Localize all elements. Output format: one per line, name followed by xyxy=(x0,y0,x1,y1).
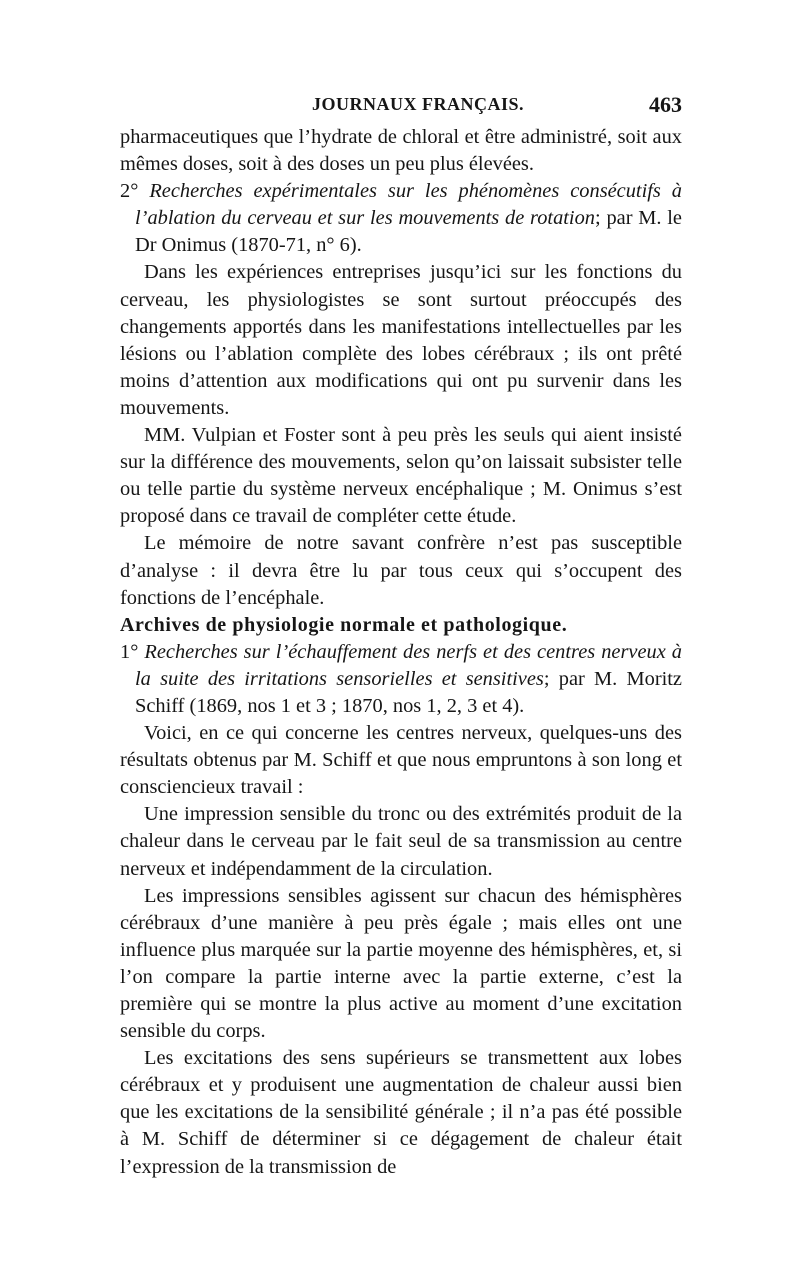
page-header xyxy=(120,92,682,122)
item-citation: ; par M. le Dr Onimus (1870-71, n° 6). xyxy=(135,207,682,257)
paragraph-8: Une impression sensible du tronc ou des extrémités produit de la chaleur dans le cerveau par le fait seul de sa transmission au centre nerveux et indépendamment de la circulation. xyxy=(120,803,682,880)
page-number: 463 xyxy=(649,92,682,117)
page-body xyxy=(120,124,682,1181)
paragraph-6 xyxy=(120,639,682,720)
paragraph-9: Les impressions sensibles agissent sur chacun des hémisphères cérébraux d’une manière à peu près égale ; mais elles ont une influence plus marquée sur la partie moyenne des hémisphères, et, si l’on compare la partie interne avec la partie externe, c’est la première qui se montre la plus active au moment d’une excitation sensible du corps. xyxy=(120,884,682,1043)
item-title: Recherches sur l’échauffement des nerfs et des centres nerveux à la suite des irritations sensorielles et sensitives xyxy=(135,640,682,690)
item-number: 2° xyxy=(120,180,139,203)
paragraph-3: Dans les expériences entreprises jusqu’ici sur les fonctions du cerveau, les physiologistes se sont surtout préoccupés des changements apportés dans les manifestations intellectuelles par les lésions ou l’ablation complète des lobes cérébraux ; ils ont prêté moins d’attention aux modifications qui ont pu survenir dans les mouvements. xyxy=(120,261,682,419)
paragraph-7: Voici, en ce qui concerne les centres nerveux, quelques-uns des résultats obtenus par M. Schiff et que nous empruntons à son long et consciencieux travail : xyxy=(120,722,682,799)
paragraph-1: pharmaceutiques que l’hydrate de chloral et être administré, soit aux mêmes doses, soit à des doses un peu plus élevées. xyxy=(120,126,682,176)
item-title: Recherches expérimentales sur les phénomènes consécutifs à l’ablation du cerveau et sur les mouvements de rotation xyxy=(135,180,683,230)
running-title: JOURNAUX FRANÇAIS. xyxy=(312,94,525,114)
item-number: 1° xyxy=(120,640,139,663)
paragraph-5: Le mémoire de notre savant confrère n’est pas susceptible d’analyse : il devra être lu par tous ceux qui s’occupent des fonctions de l’encéphale. xyxy=(120,532,682,609)
paragraph-10: Les excitations des sens supérieurs se transmettent aux lobes cérébraux et y produisent une augmentation de chaleur aussi bien que les excitations de la sensibilité générale ; il n’a pas été possible à M. Schiff de déterminer si ce dégagement de chaleur était l’expression de la transmission de xyxy=(120,1047,682,1178)
paragraph-2 xyxy=(120,178,682,259)
section-title: Archives de physiologie normale et pathologique. xyxy=(120,613,568,636)
paragraph-4: MM. Vulpian et Foster sont à peu près les seuls qui aient insisté sur la différence des mouvements, selon qu’on laissait subsister telle ou telle partie du système nerveux encéphalique ; M. Onimus s’est proposé dans ce travail de compléter cette étude. xyxy=(120,424,682,528)
item-citation: ; par M. Moritz Schiff (1869, nos 1 et 3 ; 1870, nos 1, 2, 3 et 4). xyxy=(135,667,682,717)
